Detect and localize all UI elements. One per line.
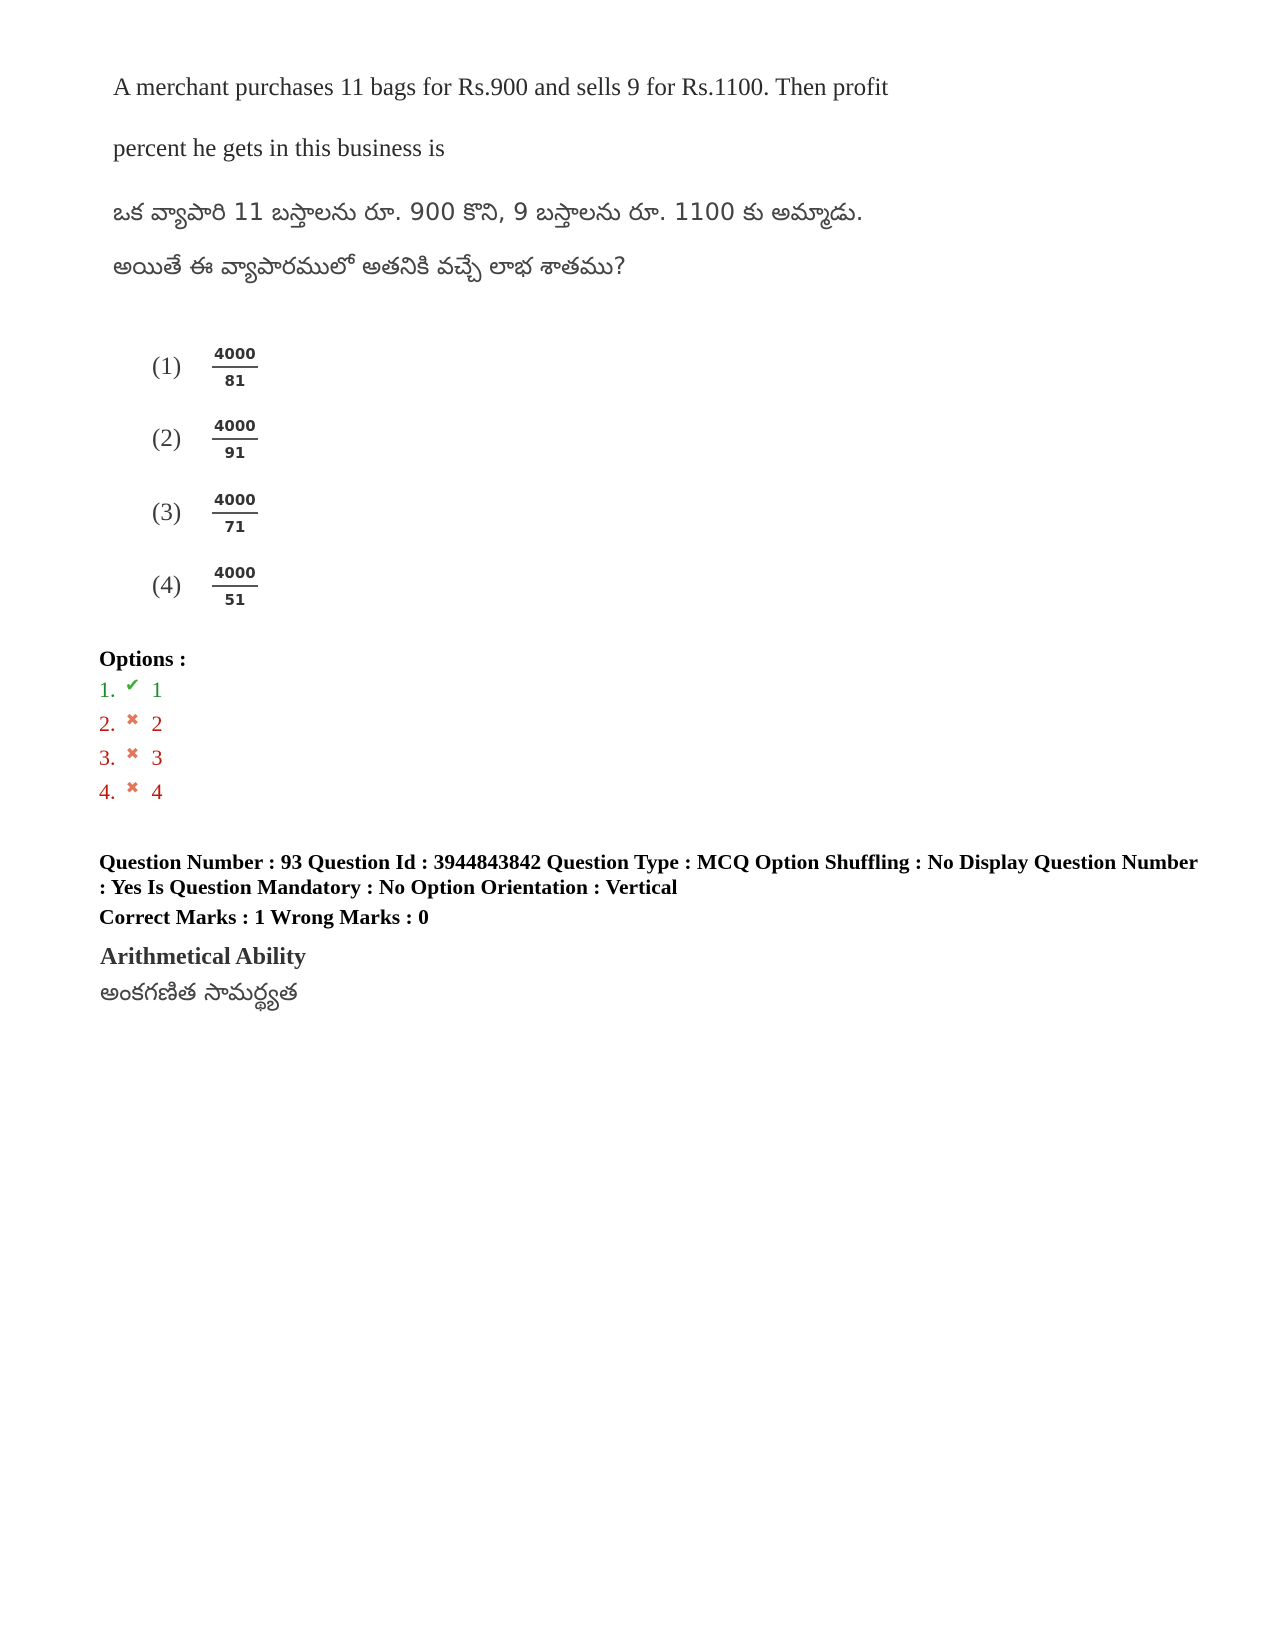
fraction-numerator: 4000 bbox=[212, 491, 258, 514]
fraction-numerator: 4000 bbox=[212, 345, 258, 368]
option-value: 4 bbox=[151, 779, 163, 804]
fraction-denominator: 71 bbox=[224, 517, 246, 536]
fraction-numerator: 4000 bbox=[212, 417, 258, 440]
option-index: 1. bbox=[99, 677, 116, 702]
question-text-telugu-line1: ఒక వ్యాపారి 11 బస్తాలను రూ. 900 కొని, 9 బస్తాలను రూ. 1100 కు అమ్మాడు. bbox=[113, 198, 864, 226]
choice-label: (1) bbox=[152, 353, 182, 380]
question-metadata: Question Number : 93 Question Id : 3944843842 Question Type : MCQ Option Shuffling : No Display Question Number : Yes Is Question Mandatory : No Option Orientation : Vertical bbox=[99, 850, 1198, 899]
option-index: 2. bbox=[99, 711, 116, 736]
fraction-denominator: 81 bbox=[224, 371, 246, 390]
section-title-english: Arithmetical Ability bbox=[100, 944, 306, 970]
fraction bbox=[212, 417, 258, 462]
option-value: 1 bbox=[151, 677, 163, 702]
question-text-telugu-line2: అయితే ఈ వ్యాపారములో అతనికి వచ్చే లాభ శాతము? bbox=[113, 252, 627, 280]
choice-2 bbox=[152, 411, 258, 467]
option-index: 3. bbox=[99, 745, 116, 770]
choice-label: (3) bbox=[152, 499, 182, 526]
cross-icon: ✖ bbox=[125, 777, 140, 797]
fraction-denominator: 91 bbox=[224, 443, 246, 462]
marks-info: Correct Marks : 1 Wrong Marks : 0 bbox=[99, 905, 429, 929]
fraction-numerator: 4000 bbox=[212, 564, 258, 587]
section-title-telugu: అంకగణిత సామర్థ్యత bbox=[100, 978, 298, 1006]
choice-label: (2) bbox=[152, 425, 182, 452]
option-2 bbox=[99, 711, 163, 737]
fraction bbox=[212, 345, 258, 390]
fraction bbox=[212, 491, 258, 536]
check-icon: ✔ bbox=[124, 674, 141, 696]
cross-icon: ✖ bbox=[125, 743, 140, 763]
choice-1 bbox=[152, 339, 258, 395]
option-4 bbox=[99, 779, 163, 805]
choice-3 bbox=[152, 485, 258, 541]
option-value: 2 bbox=[151, 711, 163, 736]
fraction-denominator: 51 bbox=[224, 590, 246, 609]
fraction bbox=[212, 564, 258, 609]
cross-icon: ✖ bbox=[125, 709, 140, 729]
choice-4 bbox=[152, 558, 258, 614]
choice-label: (4) bbox=[152, 572, 182, 599]
option-index: 4. bbox=[99, 779, 116, 804]
option-value: 3 bbox=[151, 745, 163, 770]
option-1 bbox=[99, 674, 163, 703]
option-3 bbox=[99, 745, 163, 771]
question-text-english-line1: A merchant purchases 11 bags for Rs.900 and sells 9 for Rs.1100. Then profit bbox=[113, 74, 889, 101]
question-text-english-line2: percent he gets in this business is bbox=[113, 135, 445, 162]
options-title: Options : bbox=[99, 646, 187, 671]
